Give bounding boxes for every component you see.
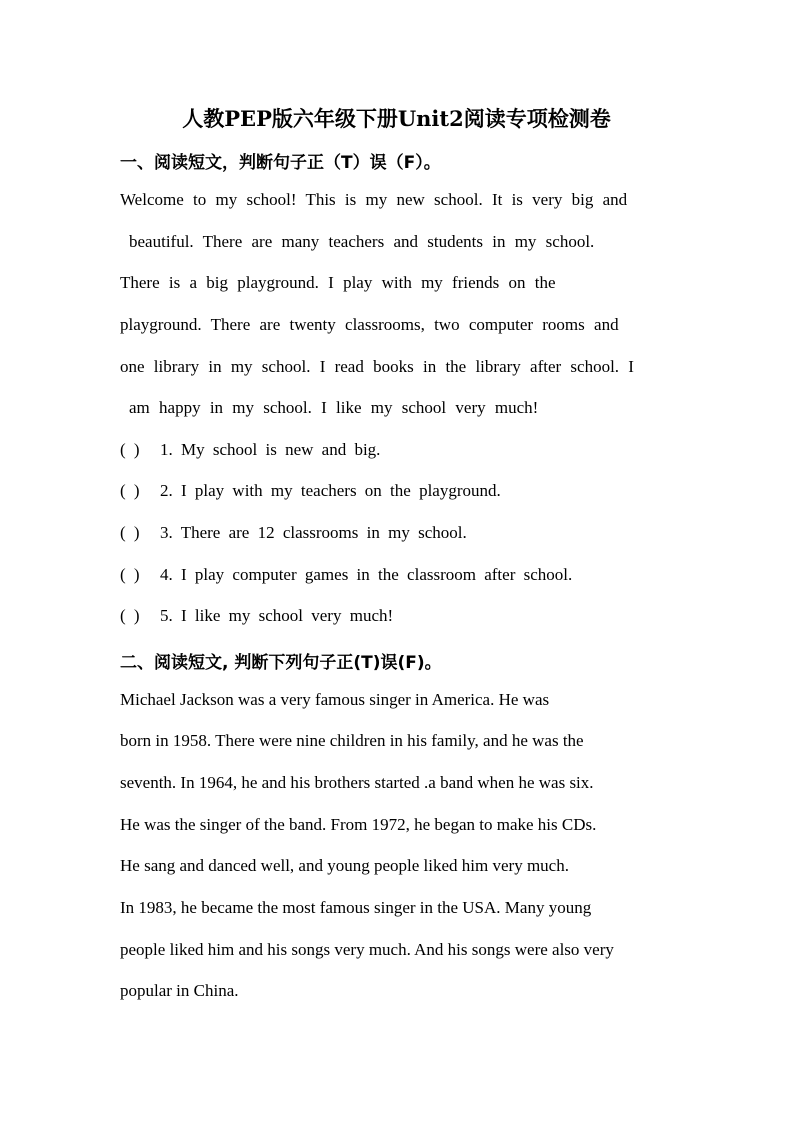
passage-2-line: born in 1958. There were nine children in his family, and he was the (120, 731, 584, 750)
question-text: 2. I play with my teachers on the playground. (160, 481, 501, 500)
answer-blank[interactable]: ( ) (120, 606, 140, 625)
answer-blank[interactable]: ( ) (120, 523, 140, 542)
question-item (120, 523, 467, 543)
passage-2-line: He was the singer of the band. From 1972, he began to make his CDs. (120, 815, 597, 834)
question-text: 4. I play computer games in the classroom after school. (160, 565, 573, 584)
question-text: 5. I like my school very much! (160, 606, 394, 625)
question-text: 3. There are 12 classrooms in my school. (160, 523, 467, 542)
passage-2-line: In 1983, he became the most famous singer in the USA. Many young (120, 898, 592, 917)
question-item (120, 440, 380, 460)
passage-2-line: He sang and danced well, and young people liked him very much. (120, 856, 569, 875)
passage-2-line: popular in China. (120, 981, 239, 1000)
question-item (120, 565, 572, 585)
question-text: 1. My school is new and big. (160, 440, 381, 459)
passage-2-line: seventh. In 1964, he and his brothers started .a band when he was six. (120, 773, 594, 792)
question-item (120, 606, 393, 626)
passage-2-line: people liked him and his songs very much. And his songs were also very (120, 940, 614, 959)
answer-blank[interactable]: ( ) (120, 481, 140, 500)
passage-1-line: one library in my school. I read books in the library after school. I (120, 357, 634, 376)
answer-blank[interactable]: ( ) (120, 440, 140, 459)
passage-1-line: am happy in my school. I like my school very much! (129, 398, 539, 417)
section-2-heading: 二、阅读短文, 判断下列句子正(T)误(F)。 (120, 653, 442, 673)
question-item (120, 481, 501, 501)
passage-1-line: There is a big playground. I play with my friends on the (120, 273, 556, 292)
passage-1-line: Welcome to my school! This is my new school. It is very big and (120, 190, 628, 209)
section-1-heading: 一、阅读短文，判断句子正（T）误（F）。 (120, 153, 441, 173)
passage-1-line: playground. There are twenty classrooms, two computer rooms and (120, 315, 619, 334)
passage-2-line: Michael Jackson was a very famous singer in America. He was (120, 690, 550, 709)
passage-1-line: beautiful. There are many teachers and students in my school. (129, 232, 595, 251)
answer-blank[interactable]: ( ) (120, 565, 140, 584)
worksheet-title: 人教PEP版六年级下册Unit2阅读专项检测卷 (182, 106, 611, 131)
